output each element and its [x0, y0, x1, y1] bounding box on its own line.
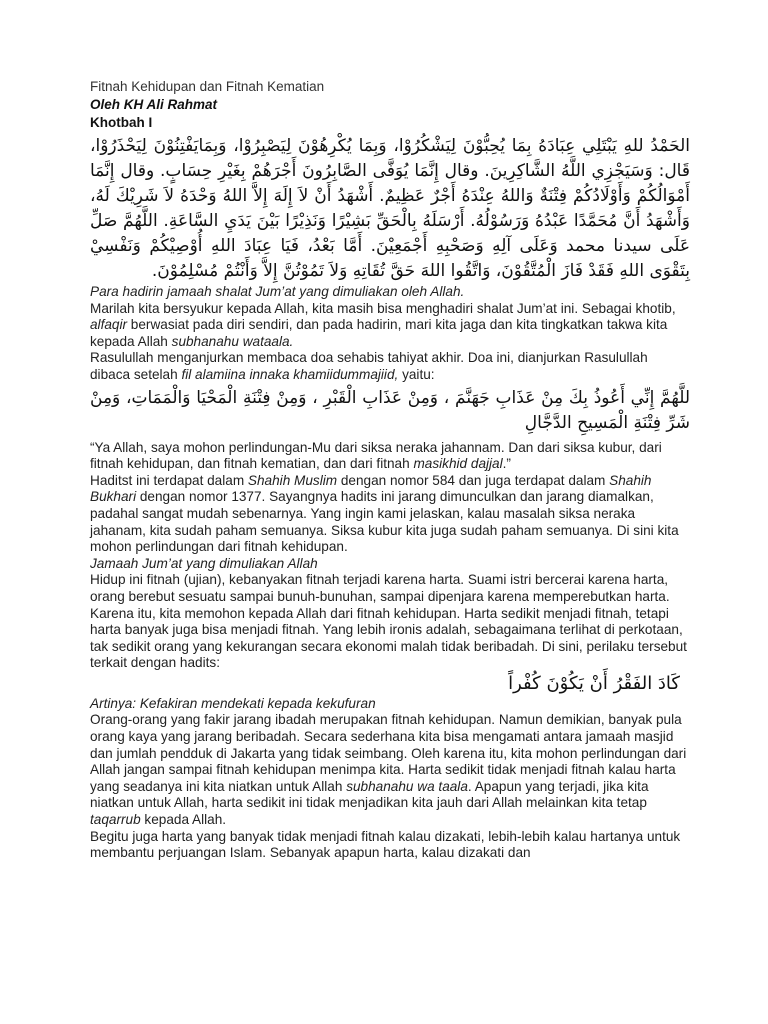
hadith-meaning: Artinya: Kefakiran mendekati kepada kekufuran — [90, 695, 376, 711]
paragraph-2-text-c: yaitu: — [398, 366, 435, 382]
greeting-line-1: Para hadirin jamaah shalat Jum’at yang dimuliakan oleh Allah. — [90, 284, 465, 299]
arabic-opening-text: الحَمْدُ للهِ يَبْتَلِي عِبَادَهُ بِمَا يُحِبُّوْنَ لِيَشْكُرُوْا، وَبِمَا يُكْرِهُوْنَ لِيَصْبِرُوْا، وَبِمَايَفْتِنُوْنَ لِيَحْذَرُوْا، قَال: وَسَيَجْزِي اللَّهُ الشَّاكِرِينَ. وقال إِنَّمَا يُوَفَّى الصَّابِرُونَ أَجْرَهُمْ بِغَيْرِ حِسَابٍ. وقال إِنَّمَا أَمْوَالُكُمْ وَأَوْلَادُكُمْ فِتْنَةٌ وَاللهُ عِنْدَهُ أَجْرٌ عَظِيمٌ. أَشْهَدُ أَنْ لاَ إِلَهَ إِلاَّ اللهُ وَحْدَهُ لاَ شَرِيْكَ لَهُ، وَأَشْهَدُ أَنَّ مُحَمَّدًا عَبْدُهُ وَرَسُوْلُهُ. أَرْسَلَهُ بِالْحَقِّ بَشِيْرًا وَنَذِيْرًا بَيْنَ يَدَيِ السَّاعَةِ. اللَّهُمَّ صَلِّ عَلَى سيدنا محمد وَعَلَى آلِهِ وَصَحْبِهِ أَجْمَعِيْنَ. أَمَّا بَعْدُ، فَيَا عِبَادَ اللهِ أُوْصِيْكُمْ وَنَفْسِيْ بِتَقْوَى اللهِ فَقَدْ فَازَ الْمُتَّقُوْنَ، وَاتَّقُوا اللهَ حَقَّ تُقَاتِهِ وَلاَ تَمُوْتُنَّ إِلاَّ وَأَنْتُمْ مُسْلِمُوْنَ. — [90, 136, 690, 281]
section-heading: Khotbah I — [90, 115, 153, 130]
author-line: Oleh KH Ali Rahmat — [90, 97, 218, 112]
paragraph-2-italic-phrase: fil alamiina innaka khamiidummajiid, — [181, 366, 399, 382]
paragraph-5 — [90, 712, 690, 828]
paragraph-5-italic-subhanahu: subhanahu wa taala — [346, 778, 468, 794]
paragraph-3-text-c: dengan nomor 584 dan juga terdapat dalam — [337, 472, 610, 488]
paragraph-5-text-c: . Apapun yang terjadi, jika kita niatkan untuk Allah, harta sedikit ini tidak menjadikan kita jauh dari Allah melainkan kita tetap — [90, 778, 649, 811]
paragraph-2-text-a: Rasulullah menganjurkan membaca doa sehabis tahiyat akhir. Doa ini, dianjurkan Rasulullah dibaca setelah — [90, 350, 648, 382]
greeting-line-2: Jamaah Jum’at yang dimuliakan Allah — [90, 555, 318, 571]
paragraph-3-text-e: dengan nomor 1377. Sayangnya hadits ini jarang dimunculkan dan jarang diamalkan, padahal sangat mudah sebenarnya. Yang ingin kami jelaskan, kalau masalah siksa neraka jahanam, kita sudah paham semuanya. Siksa kubur kita juga sudah paham semuanya. Di sini kita mohon perlindungan dari fitnah kehidupan. — [90, 489, 679, 555]
doa-translation — [90, 440, 690, 473]
document-title: Fitnah Kehidupan dan Fitnah Kematian — [90, 79, 325, 94]
paragraph-3 — [90, 473, 690, 556]
paragraph-5-text-a: Orang-orang yang fakir jarang ibadah merupakan fitnah kehidupan. Namun demikian, banyak pula orang kaya yang jarang beribadah. Secara sederhana kita bisa mengamati antara jamaah masjid dan jumlah pendduk di Jakarta yang tidak seimbang. Oleh karena itu, kita mohon perlindungan dari Allah jangan sampai fitnah kehidupan menimpa kita. Harta sedikit tidak menjadi fitnah kalau harta yang seadanya ini kita niatkan untuk Allah — [90, 712, 687, 794]
paragraph-4: Hidup ini fitnah (ujian), kebanyakan fitnah terjadi karena harta. Suami istri bercerai karena harta, orang berebut sesuatu sampai bunuh-bunuhan, sampai dipenjara karena memperebutkan harta. Karena itu, kita memohon kepada Allah dari fitnah kehidupan. Harta sedikit menjadi fitnah, tetapi harta banyak juga bisa menjadi fitnah. Yang lebih ironis adalah, sebagaimana terlihat di perkotaan, tak sedikit orang yang kekurangan secara ekonomi malah tidak beribadah. Di sini, perilaku tersebut terkait dengan hadits: — [90, 572, 687, 671]
paragraph-3-text-a: Haditst ini terdapat dalam — [90, 472, 248, 488]
paragraph-1-italic-subhanahu: subhanahu wataala. — [171, 333, 294, 349]
paragraph-1-text-c: berwasiat pada diri sendiri, dan pada hadirin, mari kita jaga dan kita tingkatkan takwa kita kepada Allah — [90, 317, 668, 349]
doa-translation-text-a: “Ya Allah, saya mohon perlindungan-Mu dari siksa neraka jahannam. Dan dari siksa kubur, dari fitnah kehidupan, dan fitnah kematian, dan dari fitnah — [90, 439, 662, 472]
document-page — [90, 78, 690, 862]
paragraph-5-italic-taqarrub: taqarrub — [90, 812, 141, 828]
paragraph-2 — [90, 350, 690, 383]
arabic-doa-text: للَّهُمَّ إِنِّي أَعُوذُ بِكَ مِنْ عَذَابِ جَهَنَّمَ ، وَمِنْ عَذَابِ الْقَبْرِ ، وَمِنْ فِتْنَةِ الْمَحْيَا وَالْمَمَاتِ، وَمِنْ شَرِّ فِتْنَةِ الْمَسِيحِ الدَّجَّالِ — [90, 387, 690, 433]
paragraph-3-italic-muslim: Shahih Muslim — [247, 472, 338, 488]
paragraph-6: Begitu juga harta yang banyak tidak menjadi fitnah kalau dizakati, lebih-lebih kalau hartanya untuk membantu perjuangan Islam. Sebanyak apapun harta, kalau dizakati dan — [90, 828, 681, 861]
paragraph-5-text-e: kepada Allah. — [140, 812, 227, 828]
paragraph-1-text-a: Marilah kita bersyukur kepada Allah, kita masih bisa menghadiri shalat Jum’at ini. Sebagai khotib, — [90, 300, 676, 316]
doa-translation-text-c: .” — [502, 456, 511, 472]
doa-translation-italic: masikhid dajjal — [413, 456, 503, 472]
arabic-hadith-text: كَادَ الفَقْرُ أَنْ يَكُوْنَ كُفْراً — [508, 672, 680, 694]
paragraph-1 — [90, 301, 690, 351]
paragraph-1-italic-alfaqir: alfaqir — [90, 317, 128, 333]
paragraph-3-italic-bukhari: Shahih Bukhari — [90, 472, 652, 505]
